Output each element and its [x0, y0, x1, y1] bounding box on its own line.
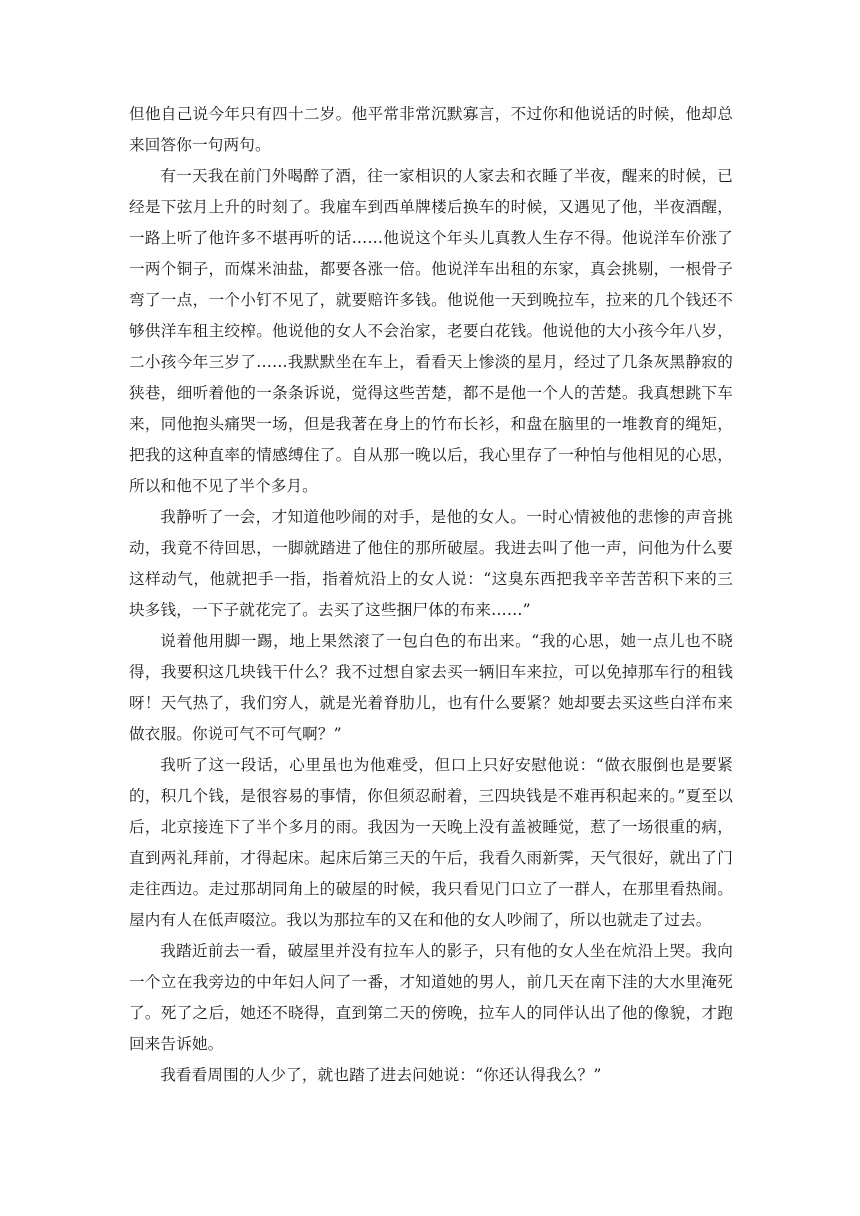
paragraph-1: 但他自己说今年只有四十二岁。他平常非常沉默寡言，不过你和他说话的时候，他却总来回答你一句两句。 [129, 105, 733, 154]
paragraph-6: 我踏近前去一看，破屋里并没有拉车人的影子，只有他的女人坐在炕沿上哭。我向一个立在我旁边的中年妇人问了一番，才知道她的男人，前几天在南下洼的大水里淹死了。死了之后，她还不晓得，直到第二天的傍晚，拉车人的同伴认出了他的像貌，才跑回来告诉她。 [129, 942, 733, 1053]
paragraph-2: 有一天我在前门外喝醉了酒，往一家相识的人家去和衣睡了半夜，醒来的时候，已经是下弦月上升的时刻了。我雇车到西单牌楼后换车的时候，又遇见了他，半夜酒醒，一路上听了他许多不堪再听的话……他说这个年头儿真教人生存不得。他说洋车价涨了一两个铜子，而煤米油盐，都要各涨一倍。他说洋车出租的东家，真会挑剔，一根骨子弯了一点，一个小钉不见了，就要赔许多钱。他说他一天到晚拉车，拉来的几个钱还不够供洋车租主绞榨。他说他的女人不会治家，老要白花钱。他说他的大小孩今年八岁，二小孩今年三岁了……我默默坐在车上，看看天上惨淡的星月，经过了几条灰黑静寂的狭巷，细听着他的一条条诉说，觉得这些苦楚，都不是他一个人的苦楚。我真想跳下车来，同他抱头痛哭一场，但是我著在身上的竹布长衫，和盘在脑里的一堆教育的绳矩，把我的这种直率的情感缚住了。自从那一晚以后，我心里存了一种怕与他相见的心思，所以和他不见了半个多月。 [129, 167, 733, 495]
document-body [129, 99, 733, 1091]
paragraph-7: 我看看周围的人少了，就也踏了进去问她说：“你还认得我么？” [160, 1066, 602, 1084]
paragraph-4: 说着他用脚一踢，地上果然滚了一包白色的布出来。“我的心思，她一点儿也不晓得，我要积这几块钱干什么？我不过想自家去买一辆旧车来拉，可以免掉那车行的租钱呀！天气热了，我们穷人，就是光着脊肋儿，也有什么要紧？她却要去买这些白洋布来做衣服。你说可气不可气啊？” [129, 632, 733, 743]
paragraph-3: 我静听了一会，才知道他吵闹的对手，是他的女人。一时心情被他的悲惨的声音挑动，我竟不待回思，一脚就踏进了他住的那所破屋。我进去叫了他一声，问他为什么要这样动气，他就把手一指，指着炕沿上的女人说：“这臭东西把我辛辛苦苦积下来的三块多钱，一下子就花完了。去买了这些捆尸体的布来……” [129, 508, 733, 619]
paragraph-5: 我听了这一段话，心里虽也为他难受，但口上只好安慰他说：“做衣服倒也是要紧的，积几个钱，是很容易的事情，你但须忍耐着，三四块钱是不难再积起来的。”夏至以后，北京接连下了半个多月的雨。我因为一天晚上没有盖被睡觉，惹了一场很重的病，直到两礼拜前，才得起床。起床后第三天的午后，我看久雨新霁，天气很好，就出了门走往西边。走过那胡同角上的破屋的时候，我只看见门口立了一群人，在那里看热闹。屋内有人在低声啜泣。我以为那拉车的又在和他的女人吵闹了，所以也就走了过去。 [129, 756, 733, 929]
